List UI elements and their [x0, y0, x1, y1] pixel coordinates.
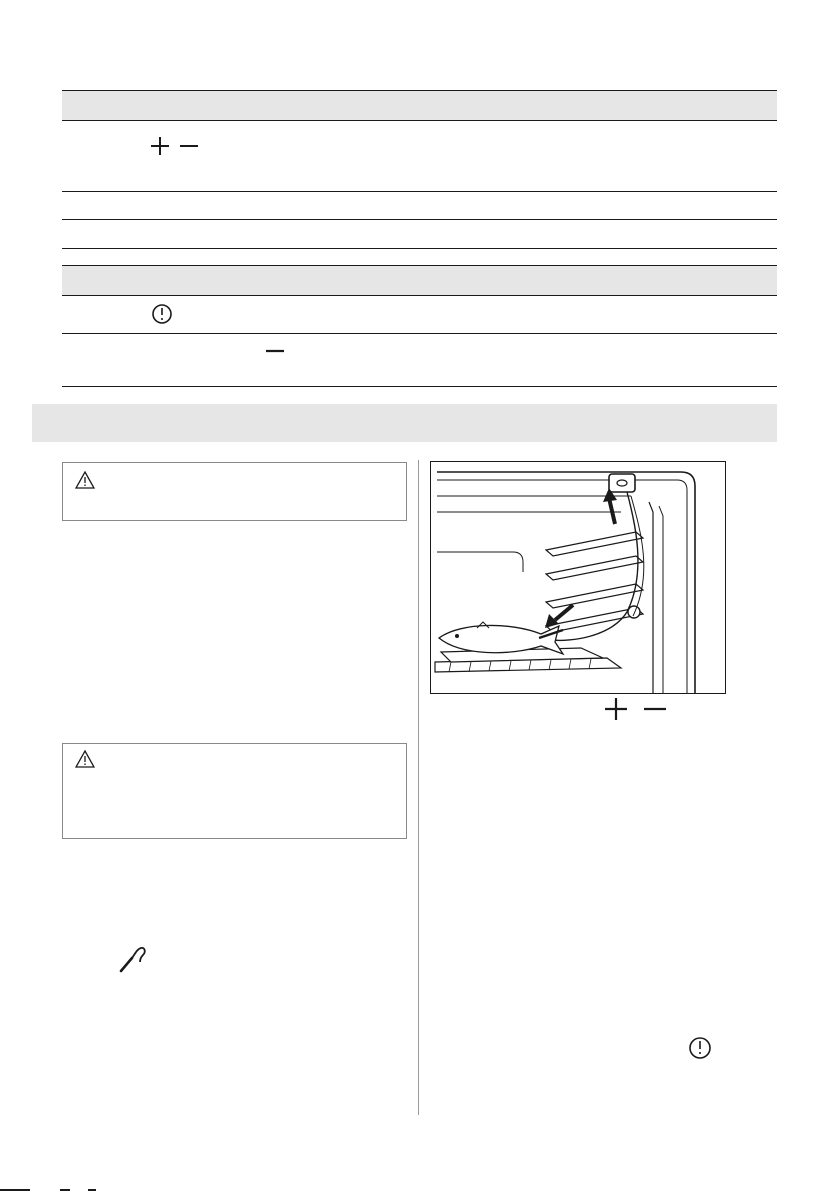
clock-icon [151, 303, 173, 325]
oven-interior-drawing [431, 462, 725, 693]
plus-icon [150, 136, 170, 156]
plus-icon [604, 697, 628, 721]
core-temperature-probe-icon [118, 944, 148, 974]
clock-icon [688, 1036, 712, 1060]
table-rule [62, 120, 777, 121]
table-rule [62, 295, 777, 296]
table-header-band [62, 90, 777, 120]
minus-icon [643, 697, 667, 721]
warning-icon [75, 750, 95, 768]
table-rule [62, 90, 777, 91]
table-rule [62, 265, 777, 266]
column-divider [418, 460, 419, 1115]
warning-box [62, 743, 407, 839]
warning-box [62, 462, 407, 521]
table-header-band [62, 265, 777, 295]
table-rule [62, 333, 777, 334]
page-edge-mark [0, 1186, 112, 1192]
table-rule [62, 248, 777, 249]
table-rule [62, 191, 777, 192]
oven-probe-illustration [430, 461, 726, 694]
table-rule [62, 386, 777, 387]
minus-icon [179, 136, 199, 156]
section-heading-band [32, 404, 777, 442]
minus-icon [265, 341, 285, 361]
warning-icon [75, 471, 95, 489]
table-rule [62, 219, 777, 220]
